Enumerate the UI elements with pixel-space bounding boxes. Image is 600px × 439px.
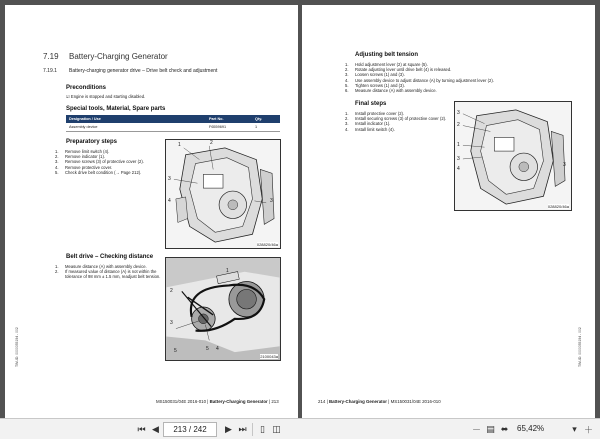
preconditions-text: ☑ Engine is stopped and starting disabled. (66, 94, 146, 99)
list-item: 1. Hold adjustment lever (2) at square (5). (345, 62, 428, 67)
side-tim-id: TIM-ID: 0000055194 - 002 (578, 327, 582, 367)
prep-steps-list (55, 149, 163, 175)
subsection-number: 7.19.1 (43, 68, 57, 74)
list-item: 1. Measure distance (A) with assembly device. (55, 264, 147, 269)
subsection-title: Battery-charging generator drive – Drive belt check and adjustment (69, 68, 218, 74)
zoom-dropdown-icon[interactable]: ▾ (572, 424, 577, 435)
list-item: 4. Install limit switch (4). (345, 126, 395, 132)
last-page-icon[interactable]: ⏭ (238, 424, 247, 435)
fig1-label: 1 (178, 142, 181, 148)
list-item: 4. Use assembly device to adjust distance (A) by turning adjustment lever (2). (345, 77, 494, 83)
list-item: 3. Loosen screws (1) and (3). (345, 72, 405, 78)
tools-table-header (66, 115, 280, 123)
fig2-label: 1 (226, 268, 229, 274)
cell-qty: 1 (252, 123, 280, 131)
tools-table (66, 115, 280, 132)
fig3-label: 1 (457, 142, 460, 148)
list-item: 3. Install indicator (1). (345, 121, 391, 127)
viewer-toolbar (0, 418, 600, 439)
fig2-label: 4 (216, 346, 219, 352)
cell-part-no: F6559691 (206, 123, 252, 131)
fig3-label: 3 (457, 110, 460, 116)
fit-width-icon[interactable]: ⬌ (500, 424, 509, 435)
fig3-label: 3 (457, 156, 460, 162)
continuous-icon[interactable]: ▤ (486, 424, 495, 435)
final-heading: Final steps (355, 101, 387, 107)
fig3-label: 2 (457, 122, 460, 128)
fig1-code: 028820/46a (256, 242, 278, 247)
zoom-out-icon[interactable]: － (471, 426, 481, 436)
previous-page-icon[interactable]: ◀ (152, 424, 159, 435)
fig3-label: 3 (563, 162, 566, 168)
cell-designation: Assembly device (66, 123, 206, 131)
list-item: 4. Remove protective cover. (55, 164, 113, 170)
adjust-steps-list (345, 62, 495, 93)
page-footer: 214 | Battery-Charging Generator | MS150031/04E 2016-010 (318, 399, 441, 404)
page-number-input[interactable]: 213 / 242 (163, 422, 217, 437)
fig1-label: 3 (270, 198, 273, 204)
generator-cover-illustration (166, 140, 280, 248)
fig2-label: 5 (174, 348, 177, 354)
list-item: 3. Remove screws (3) of protective cover (2). (55, 159, 144, 165)
section-title: Battery-Charging Generator (69, 52, 168, 61)
col-designation: Designation / Use (66, 115, 206, 123)
single-page-icon[interactable]: ▯ (260, 424, 265, 435)
fig3-label: 4 (457, 166, 460, 172)
preconditions-heading: Preconditions (66, 85, 107, 91)
fig2-label: 3 (170, 320, 173, 326)
figure-generator-cover (165, 139, 281, 249)
check-steps-list (55, 264, 163, 280)
toolbar-divider (252, 423, 253, 436)
list-item: 2. Remove indicator (1). (55, 154, 106, 160)
col-part-no: Part No. (206, 115, 252, 123)
fig1-label: 2 (210, 140, 213, 146)
tools-heading: Special tools, Material, Spare parts (66, 106, 166, 112)
prep-heading: Preparatory steps (66, 139, 118, 145)
list-item: 2. Rotate adjusting lever until drive belt (4) is released. (345, 67, 452, 73)
list-item: 5. Tighten screws (1) and (3). (345, 82, 405, 88)
fig3-code: 028820/46a (547, 204, 569, 209)
fig1-label: 3 (168, 176, 171, 182)
next-page-icon[interactable]: ▶ (225, 424, 232, 435)
first-page-icon[interactable]: ⏮ (137, 424, 146, 435)
figure-belt-drive (165, 257, 281, 361)
page-214 (302, 5, 595, 418)
list-item: 2. Install securing screws (3) of protective cover (2). (345, 116, 447, 122)
zoom-level[interactable]: 65,42% (517, 424, 545, 433)
adjust-heading: Adjusting belt tension (355, 52, 418, 58)
col-qty: Qty. (252, 115, 280, 123)
list-item: 5. Check drive belt condition (→ Page 212). (55, 169, 142, 175)
list-item: 1. Install protective cover (2). (345, 111, 405, 116)
list-item: 1. Remove limit switch (4). (55, 149, 110, 154)
zoom-in-icon[interactable]: ＋ (583, 426, 593, 436)
page-213 (5, 5, 298, 418)
fig2-code: 2100043a (260, 354, 278, 359)
belt-drive-illustration (166, 258, 280, 360)
section-number: 7.19 (43, 52, 59, 61)
page-footer: MS150031/04E 2016-010 | Battery-Charging Generator | 213 (156, 399, 279, 404)
cover-installed-illustration (455, 102, 571, 210)
fig1-label: 4 (168, 198, 171, 204)
final-steps-list (345, 111, 450, 132)
figure-cover-installed (454, 101, 572, 211)
two-page-icon[interactable]: ◫ (272, 424, 281, 435)
list-item: 2. If measured value of distance (A) is not within the tolerance of 98 mm ± 1.5 mm, readjust belt tension. (55, 269, 161, 280)
fig2-label: 5 (206, 346, 209, 352)
fig2-label: 2 (170, 288, 173, 294)
side-tim-id: TIM-ID: 0000055194 - 002 (15, 327, 19, 367)
table-row (66, 123, 280, 131)
list-item: 6. Measure distance (A) with assembly device. (345, 88, 437, 94)
check-heading: Belt drive – Checking distance (66, 254, 154, 260)
